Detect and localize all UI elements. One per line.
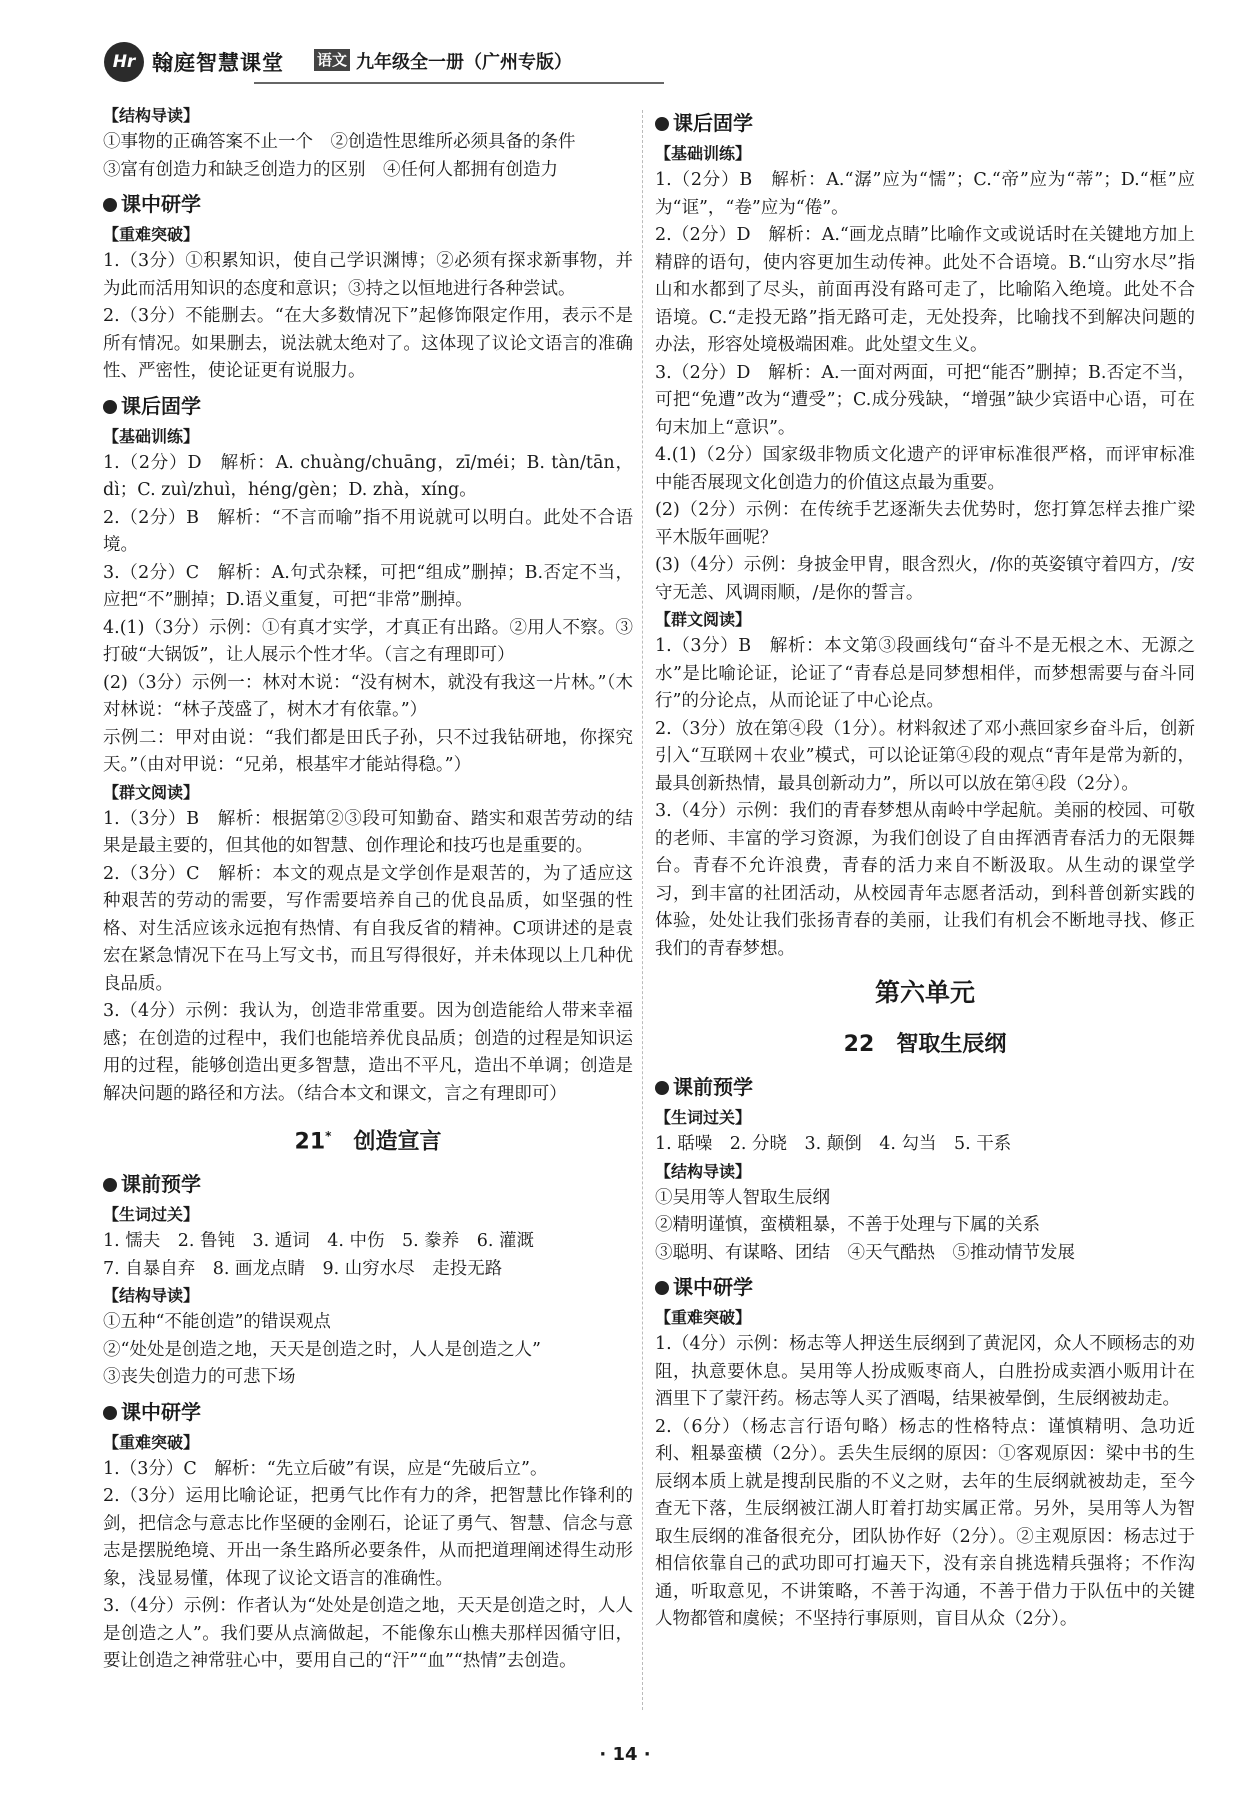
answer-paragraph: 7. 自暴自弃 8. 画龙点睛 9. 山穷水尽 走投无路 [103, 1258, 503, 1279]
self-study-mark: * [325, 1129, 332, 1143]
section-heading [103, 388, 633, 424]
page-number: · 14 · [599, 1744, 651, 1765]
bullet-icon [103, 198, 117, 212]
publisher-logo: Hr [104, 42, 144, 82]
bullet-icon [655, 117, 669, 131]
subsection-label: 【结构导读】 [103, 106, 200, 125]
answer-paragraph: ③聪明、有谋略、团结 ④天气酷热 ⑤推动情节发展 [655, 1242, 1075, 1263]
answer-paragraph: 2.（3分）放在第④段（1分）。材料叙述了邓小燕回家乡奋斗后，创新引入“互联网＋农业”模式，可以论证第④段的观点“青年是常为新的，最具创新热情，最具创新动力”，所以可以放在第④段（2分）。 [655, 718, 1195, 794]
section-heading-text: 课后固学 [121, 393, 201, 418]
bullet-icon [103, 1406, 117, 1420]
subsection-label: 【群文阅读】 [103, 782, 200, 802]
answer-paragraph: 2.（2分）B 解析：“不言而喻”指不用说就可以明白。此处不合语境。 [103, 507, 633, 555]
section-heading [655, 1269, 1195, 1305]
answer-paragraph: 1.（4分）示例：杨志等人押送生辰纲到了黄泥冈，众人不顾杨志的劝阻，执意要休息。吴用等人扮成贩枣商人，白胜扮成卖酒小贩用计在酒里下了蒙汗药。杨志等人买了酒喝，结果被晕倒，生辰纲被劫走。 [655, 1334, 1195, 1409]
section-heading [103, 186, 633, 222]
right-column [655, 103, 1195, 1634]
answer-paragraph: 2.（2分）D 解析：A.“画龙点睛”比喻作文或说话时在关键地方加上精辟的语句，使内容更加生动传神。此处不合语境。B.“山穷水尽”指山和水都到了尽头，前面再没有路可走了，比喻陷入绝境。此处不合语境。C.“走投无路”指无路可走，无处投奔，比喻找不到解决问题的办法，形容处境极端困难。此处望文生义。 [655, 225, 1195, 355]
answer-paragraph: (3)（4分）示例：身披金甲胄，眼含烈火，/你的英姿镇守着四方，/安守无恙、风调雨顺，/是你的誓言。 [655, 555, 1195, 603]
answer-paragraph: 4.(1)（2分）国家级非物质文化遗产的评审标准很严格，而评审标准中能否展现文化创造力的价值这点最为重要。 [655, 445, 1195, 493]
section-heading-text: 课中研学 [121, 192, 201, 216]
answer-paragraph: ①事物的正确答案不止一个 ②创造性思维所必须具备的条件 [103, 132, 576, 152]
section-heading [103, 1394, 633, 1430]
answer-paragraph: 2.（3分）C 解析：本文的观点是文学创作是艰苦的，为了适应这种艰苦的劳动的需要，写作需要培养自己的优良品质，如坚强的性格、对生活应该永远抱有热情、有自我反省的精神。C项讲述的是袁宏在紧急情况下在马上写文书，而且写得很好，并未体现以上几种优良品质。 [103, 863, 633, 994]
answer-paragraph: (2)（2分）示例：在传统手艺逐渐失去优势时，您打算怎样去推广梁平木版年画呢？ [655, 500, 1195, 548]
answer-paragraph: (2)（3分）示例一：林对木说：“没有树木，就没有我这一片林。”（木对林说：“林子茂盛了，树木才有依靠。”） [103, 672, 633, 720]
answer-paragraph: 1.（3分）B 解析：根据第②③段可知勤奋、踏实和艰苦劳动的结果是最主要的，但其他的如智慧、创作理论和技巧也是重要的。 [103, 808, 633, 856]
answer-paragraph: ③富有创造力和缺乏创造力的区别 ④任何人都拥有创造力 [103, 159, 558, 180]
lesson-title [655, 1023, 1195, 1067]
answer-paragraph: ②精明谨慎，蛮横粗暴，不善于处理与下属的关系 [655, 1215, 1040, 1235]
section-heading-text: 课中研学 [673, 1275, 753, 1299]
bullet-icon [103, 400, 117, 414]
lesson-title [103, 1114, 633, 1164]
subsection-label: 【结构导读】 [655, 1161, 752, 1181]
answer-paragraph: 3.（4分）示例：我们的青春梦想从南岭中学起航。美丽的校园、可敬的老师、丰富的学习资源，为我们创设了自由挥洒青春活力的无限舞台。青春不允许浪费，青春的活力来自不断汲取。从生动的课堂学习，到丰富的社团活动，从校园青年志愿者活动，到科普创新实践的体验，处处让我们张扬青春的美丽，让我们有机会不断地寻找、修正我们的青春梦想。 [655, 801, 1195, 959]
unit-title: 第六单元 [874, 978, 975, 1007]
answer-paragraph: 1. 懦夫 2. 鲁钝 3. 遁词 4. 中伤 5. 豢养 6. 灌溉 [103, 1231, 535, 1252]
answer-paragraph: ③丧失创造力的可悲下场 [103, 1367, 296, 1388]
section-heading [655, 105, 1195, 141]
answer-paragraph: 1.（2分）D 解析：A. chuàng/chuāng，zī/méi；B. tàn/tān，dì；C. zuì/zhuì，héng/gèn；D. zhà，xíng。 [103, 452, 633, 500]
subsection-label: 【重难突破】 [103, 225, 200, 244]
bullet-icon [655, 1081, 669, 1095]
lesson-name: 智取生辰纲 [896, 1032, 1007, 1057]
lesson-number: 22 [843, 1032, 875, 1057]
answer-paragraph: ①五种“不能创造”的错误观点 [103, 1312, 331, 1333]
answer-paragraph: 3.（4分）示例：我认为，创造非常重要。因为创造能给人带来幸福感；在创造的过程中，我们也能培养优良品质；创造的过程是知识运用的过程，能够创造出更多智慧，造出不平凡，造出不单调；创造是解决问题的路径和方法。（结合本文和课文，言之有理即可） [103, 1001, 633, 1104]
answer-paragraph: ①吴用等人智取生辰纲 [655, 1187, 830, 1208]
subsection-label: 【重难突破】 [103, 1432, 200, 1452]
subsection-label: 【生词过关】 [655, 1108, 752, 1127]
subsection-label: 【基础训练】 [655, 144, 752, 163]
subject-badge: 语文 [314, 49, 350, 71]
answer-paragraph: 1.（3分）B 解析：本文第③段画线句“奋斗不是无根之木、无源之水”是比喻论证，论证了“青春总是同梦想相伴，而梦想需要与奋斗同行”的分论点，从而论证了中心论点。 [655, 636, 1195, 711]
section-heading-text: 课前预学 [121, 1172, 201, 1197]
answer-paragraph: 2.（3分）运用比喻论证，把勇气比作有力的斧，把智慧比作锋利的剑，把信念与意志比作坚硬的金刚石，论证了勇气、智慧、信念与意志是摆脱绝境、开出一条生路所必要条件，从而把道理阐述得生动形象，浅显易懂，体现了议论文语言的准确性。 [103, 1486, 633, 1589]
answer-paragraph: ②“处处是创造之地，天天是创造之时，人人是创造之人” [103, 1339, 541, 1360]
answer-paragraph: 3.（4分）示例：作者认为“处处是创造之地，天天是创造之时，人人是创造之人”。我们要从点滴做起，不能像东山樵夫那样因循守旧，要让创造之神常驻心中，要用自己的“汗”“血”“热情”去创造。 [103, 1596, 633, 1672]
lesson-name: 创造宣言 [353, 1129, 442, 1155]
answer-paragraph: 3.（2分）D 解析：A.一面对两面，可把“能否”删掉；B.否定不当，可把“免遭”改为“遭受”；C.成分残缺，“增强”缺少宾语中心语，可在句末加上“意识”。 [655, 362, 1195, 438]
answer-paragraph: 2.（6分）（杨志言行语句略）杨志的性格特点：谨慎精明、急功近利、粗暴蛮横（2分）。丢失生辰纲的原因：①客观原因：梁中书的生辰纲本质上就是搜刮民脂的不义之财，去年的生辰纲就被劫走，至今查无下落，生辰纲被江湖人盯着打劫实属正常。另外，吴用等人为智取生辰纲的准备很充分，团队协作好（2分）。②主观原因：杨志过于相信依靠自己的武功即可打遍天下，没有亲自挑选精兵强将；不作沟通，听取意见，不讲策略，不善于沟通，不善于借力于队伍中的关键人物都管和虞候；不坚持行事原则，盲目从众（2分）。 [655, 1416, 1195, 1629]
left-column [103, 103, 633, 1676]
section-heading [655, 1069, 1195, 1105]
subsection-label: 【生词过关】 [103, 1205, 200, 1225]
answer-paragraph: 1.（3分）C 解析：“先立后破”有误，应是“先破后立”。 [103, 1458, 548, 1479]
brand-name: 翰庭智慧课堂 [152, 51, 284, 75]
answer-paragraph: 1. 聒噪 2. 分晓 3. 颠倒 4. 勾当 5. 干系 [655, 1134, 1012, 1154]
answer-paragraph: 3.（2分）C 解析：A.句式杂糅，可把“组成”删掉；B.否定不当，应把“不”删掉；D.语义重复，可把“非常”删掉。 [103, 562, 633, 610]
section-heading-text: 课后固学 [673, 111, 753, 135]
subsection-label: 【结构导读】 [103, 1286, 200, 1306]
subsection-label: 【重难突破】 [655, 1308, 752, 1327]
bullet-icon [655, 1281, 669, 1295]
bullet-icon [103, 1178, 117, 1192]
column-divider [642, 110, 643, 1710]
section-heading-text: 课中研学 [121, 1399, 201, 1424]
section-heading [103, 1166, 633, 1202]
section-heading-text: 课前预学 [673, 1075, 753, 1099]
subsection-label: 【基础训练】 [103, 426, 200, 446]
answer-paragraph: 1.（3分）①积累知识，使自己学识渊博；②必须有探求新事物，并为此而活用知识的态度和意识；③持之以恒地进行各种尝试。 [103, 251, 633, 299]
header-rule [254, 82, 664, 84]
subsection-label: 【群文阅读】 [655, 610, 752, 629]
answer-paragraph: 1.（2分）B 解析：A.“潺”应为“懦”；C.“帝”应为“蒂”；D.“框”应为“诓”，“卷”应为“倦”。 [655, 170, 1195, 218]
lesson-number: 21 [294, 1129, 326, 1155]
page-header [104, 40, 574, 84]
answer-paragraph: 示例二：甲对由说：“我们都是田氏子孙，只不过我钻研地，你探究天。”（由对甲说：“兄弟，根基牢才能站得稳。”） [103, 727, 633, 775]
book-title: 九年级全一册（广州专版） [356, 52, 572, 73]
answer-paragraph: 2.（3分）不能删去。“在大多数情况下”起修饰限定作用，表示不是所有情况。如果删去，说法就太绝对了。这体现了议论文语言的准确性、严密性，使论证更有说服力。 [103, 306, 633, 381]
answer-paragraph: 4.(1)（3分）示例：①有真才实学，才真正有出路。②用人不察。③打破“大锅饭”，让人展示个性才华。（言之有理即可） [103, 617, 633, 665]
